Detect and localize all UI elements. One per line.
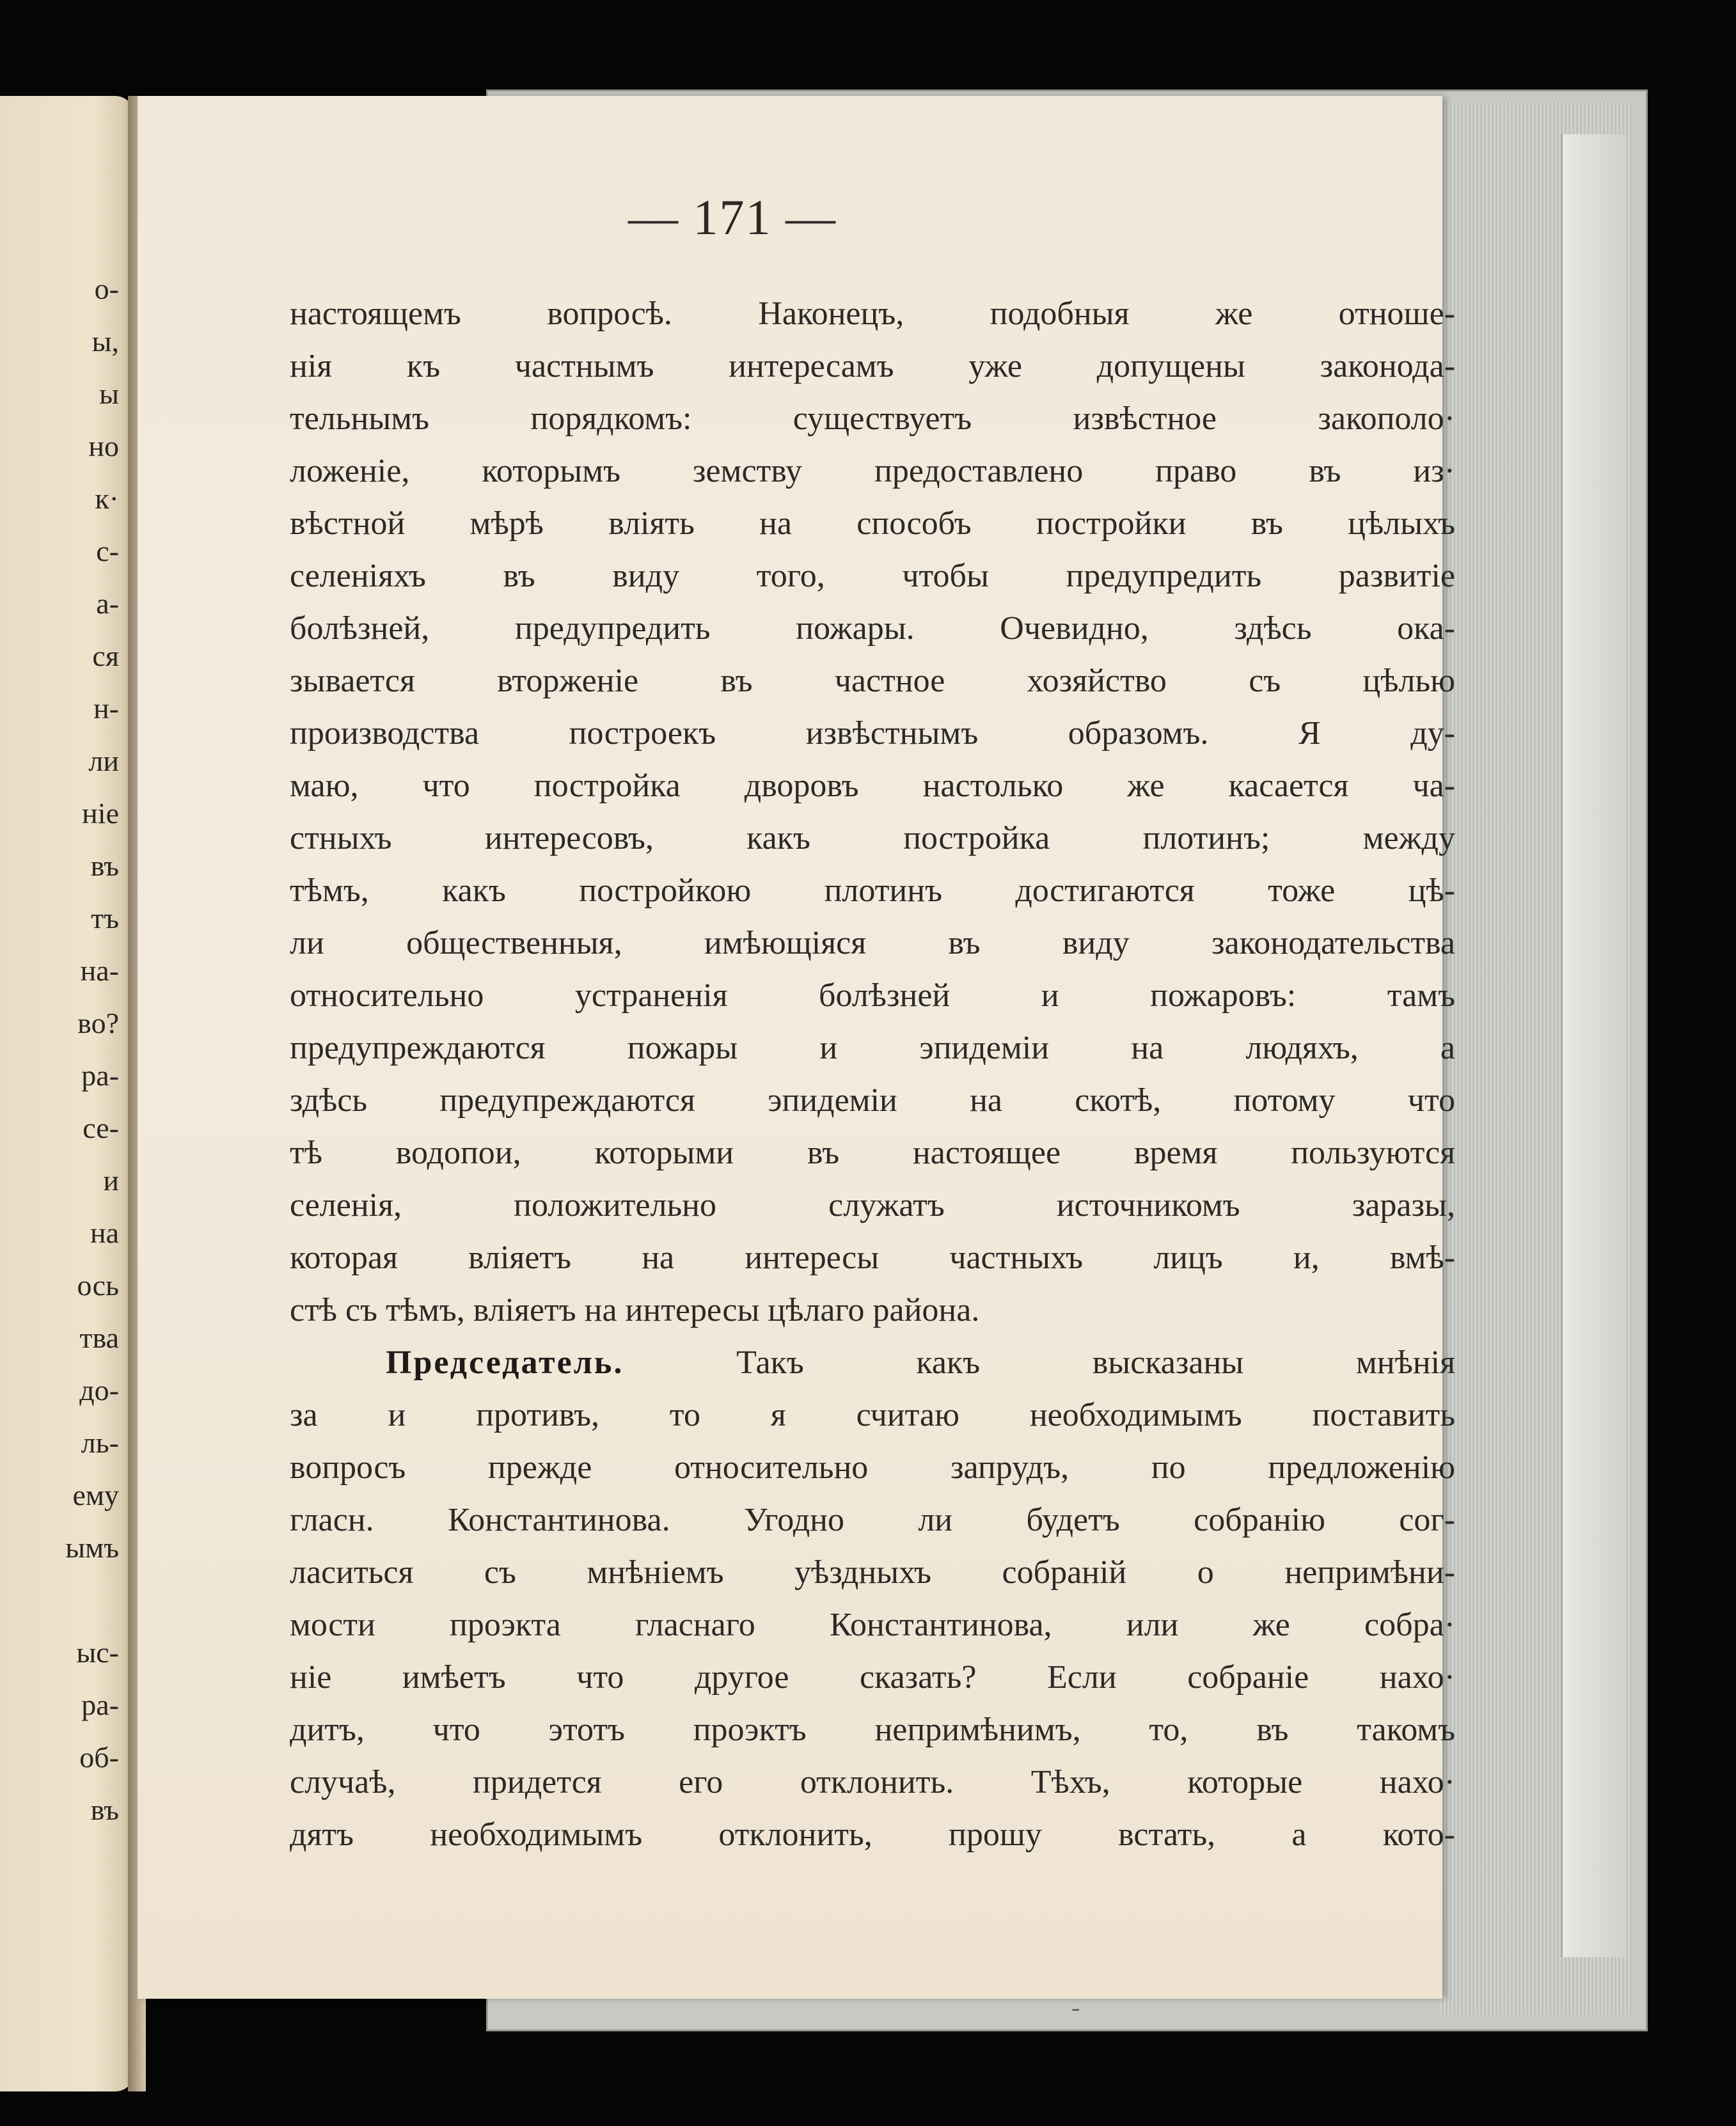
text-line: нія къ частнымъ интересамъ уже допущены законода- [290, 348, 1455, 384]
text-line: болѣзней, предупредить пожары. Очевидно, здѣсь ока- [290, 610, 1455, 647]
previous-page-line: до- [79, 1374, 119, 1406]
previous-page-line: тва [79, 1321, 119, 1354]
previous-page-line: к· [95, 482, 119, 515]
previous-page-line: ли [88, 744, 119, 777]
previous-page-line: ымъ [65, 1531, 119, 1564]
text-line: тельнымъ порядкомъ: существуетъ извѣстное закополо· [290, 400, 1455, 437]
text-line: которая вліяетъ на интересы частныхъ лицъ и, вмѣ- [290, 1240, 1455, 1276]
previous-page-line: на- [80, 954, 119, 987]
text-line: предупреждаются пожары и эпидеміи на людяхъ, а [290, 1030, 1455, 1066]
endpaper-edge [1561, 134, 1627, 1957]
previous-page-line: а- [96, 587, 119, 620]
previous-page-line: и [103, 1164, 119, 1197]
text-line: ли общественныя, имѣющіяся въ виду законодательства [290, 925, 1455, 961]
previous-page-line: тъ [91, 902, 119, 934]
previous-page-line: ніе [82, 797, 119, 830]
text-line: случаѣ, придется его отклонить. Тѣхъ, которые нахо· [290, 1764, 1455, 1800]
previous-page-line: ыс- [76, 1636, 119, 1669]
previous-page-line: ся [92, 640, 119, 672]
text-line: стѣ съ тѣмъ, вліяетъ на интересы цѣлаго района. [290, 1292, 980, 1328]
text-line: зывается вторженіе въ частное хозяйство съ цѣлью [290, 663, 1455, 699]
text-line: селенія, положительно служатъ источникомъ заразы, [290, 1187, 1455, 1224]
previous-page-line: ось [77, 1269, 119, 1302]
previous-page-line: ы, [91, 325, 119, 358]
text-line: тѣмъ, какъ постройкою плотинъ достигаются тоже цѣ- [290, 872, 1455, 909]
previous-page-line: во? [77, 1007, 119, 1039]
previous-page-line: на [90, 1217, 119, 1249]
text-line: ласиться съ мнѣніемъ уѣздныхъ собраній о непримѣни- [290, 1554, 1455, 1591]
speaker-line-text: Такъ какъ высказаны мнѣнія [736, 1344, 1455, 1381]
text-line: ложеніе, которымъ земству предоставлено право въ из· [290, 453, 1455, 489]
book-page [138, 96, 1455, 2022]
text-line: маю, что постройка дворовъ настолько же касается ча- [290, 768, 1455, 804]
previous-page-line: ему [72, 1479, 119, 1511]
speaker-name: Председатель. [386, 1344, 624, 1381]
text-line: здѣсь предупреждаются эпидеміи на скотѣ, потому что [290, 1082, 1455, 1119]
previous-page-line: се- [83, 1112, 119, 1144]
previous-page-line [65, 1583, 119, 1635]
page-text [290, 288, 1455, 1861]
previous-page-line: ра- [81, 1059, 119, 1092]
previous-page-line: с- [96, 535, 119, 567]
previous-page-line: ы [99, 377, 119, 410]
text-line: мости проэкта гласнаго Константинова, или же собра· [290, 1607, 1455, 1643]
text-line: дятъ необходимымъ отклонить, прошу встать, а кото- [290, 1816, 1455, 1853]
text-line: дитъ, что этотъ проэктъ непримѣнимъ, то, въ такомъ [290, 1712, 1455, 1748]
text-line: вопросъ прежде относительно запрудъ, по предложенію [290, 1449, 1455, 1486]
text-line: относительно устраненія болѣзней и пожаровъ: тамъ [290, 977, 1455, 1014]
speaker-line [290, 1337, 1455, 1389]
previous-page-line: н- [93, 692, 119, 725]
page-number: — 171 — [628, 189, 837, 245]
footer-mark: - [1071, 1993, 1080, 2022]
previous-page [0, 96, 134, 2091]
text-line: гласн. Константинова. Угодно ли будетъ собранію сог- [290, 1502, 1455, 1538]
text-line: вѣстной мѣрѣ влiять на способъ постройки въ цѣлыхъ [290, 505, 1455, 542]
previous-page-line: ль- [81, 1426, 119, 1459]
text-line: производства построекъ извѣстнымъ образомъ. Я ду- [290, 715, 1455, 752]
text-line: стныхъ интересовъ, какъ постройка плотинъ; между [290, 820, 1455, 856]
speech-paragraph [290, 1389, 1455, 1861]
text-line: за и противъ, то я считаю необходимымъ поставить [290, 1397, 1455, 1433]
text-line: тѣ водопои, которыми въ настоящее время пользуются [290, 1135, 1455, 1171]
previous-page-line: о- [94, 272, 119, 305]
text-line: настоящемъ вопросѣ. Наконецъ, подобныя же отноше- [290, 295, 1455, 332]
previous-page-line: но [88, 430, 119, 462]
body-paragraph [290, 288, 1455, 1337]
text-line: селеніяхъ въ виду того, чтобы предупредить развитіе [290, 558, 1455, 594]
text-line: ніе имѣетъ что другое сказать? Если собраніе нахо· [290, 1659, 1455, 1696]
previous-page-line: въ [90, 1793, 119, 1826]
previous-page-line: ра- [81, 1689, 119, 1721]
previous-page-line: въ [90, 849, 119, 882]
previous-page-text [65, 272, 119, 1845]
previous-page-line: об- [79, 1741, 119, 1774]
